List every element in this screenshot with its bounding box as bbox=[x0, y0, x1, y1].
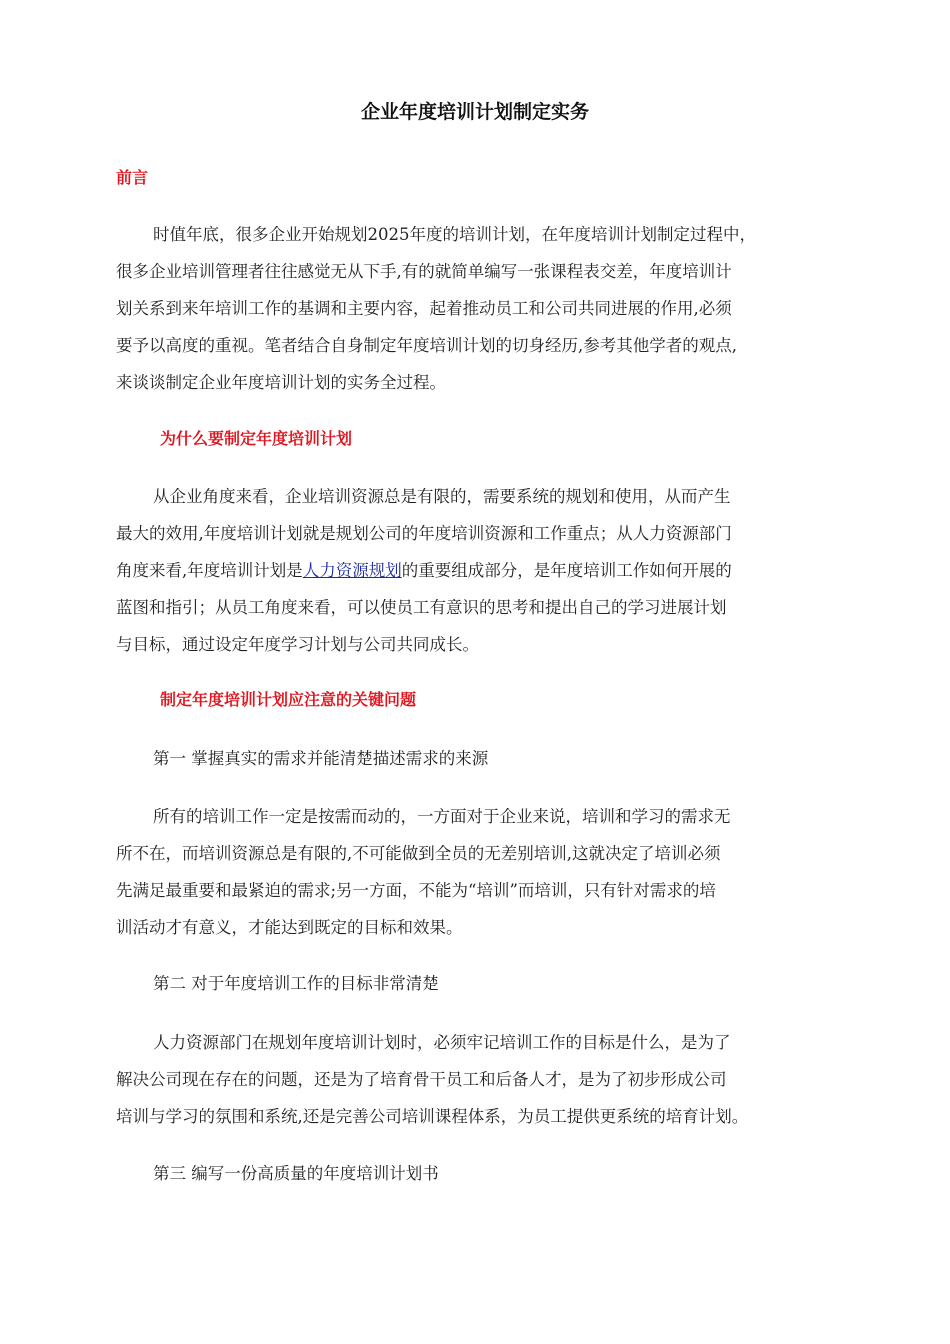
paragraph-line: 很多企业培训管理者往往感觉无从下手,有的就简单编写一张课程表交差，年度培训计 bbox=[116, 262, 732, 281]
why-heading: 为什么要制定年度培训计划 bbox=[160, 429, 353, 448]
first-point-paragraph bbox=[116, 798, 846, 946]
paragraph-line: 所有的培训工作一定是按需而动的，一方面对于企业来说，培训和学习的需求无 bbox=[153, 807, 731, 826]
hr-planning-link[interactable]: 人力资源规划 bbox=[302, 561, 402, 580]
paragraph-line: 所不在，而培训资源总是有限的,不可能做到全员的无差别培训,这就决定了培训必须 bbox=[116, 844, 721, 863]
paragraph-line: 从企业角度来看，企业培训资源总是有限的，需要系统的规划和使用，从而产生 bbox=[153, 487, 731, 506]
paragraph-line: 蓝图和指引；从员工角度来看，可以使员工有意识的思考和提出自己的学习进展计划 bbox=[116, 598, 727, 617]
why-paragraph bbox=[116, 478, 846, 663]
document-title: 企业年度培训计划制定实务 bbox=[360, 101, 589, 123]
preface-heading: 前言 bbox=[116, 168, 149, 187]
paragraph-text: 角度来看,年度培训计划是 bbox=[116, 561, 303, 580]
paragraph-line: 划关系到来年培训工作的基调和主要内容，起着推动员工和公司共同进展的作用,必须 bbox=[116, 299, 732, 318]
third-point-title: 第三 编写一份高质量的年度培训计划书 bbox=[153, 1164, 439, 1183]
paragraph-line: 与目标，通过设定年度学习计划与公司共同成长。 bbox=[116, 635, 479, 654]
second-point-paragraph bbox=[116, 1024, 846, 1135]
paragraph-line: 训活动才有意义，才能达到既定的目标和效果。 bbox=[116, 918, 463, 937]
second-point-title: 第二 对于年度培训工作的目标非常清楚 bbox=[153, 974, 439, 993]
preface-paragraph bbox=[116, 216, 846, 401]
key-issues-heading: 制定年度培训计划应注意的关键问题 bbox=[160, 690, 417, 709]
paragraph-line: 来谈谈制定企业年度培训计划的实务全过程。 bbox=[116, 373, 446, 392]
paragraph-line: 时值年底，很多企业开始规划2025年度的培训计划，在年度培训计划制定过程中， bbox=[153, 225, 756, 244]
paragraph-line: 解决公司现在存在的问题，还是为了培育骨干员工和后备人才，是为了初步形成公司 bbox=[116, 1070, 727, 1089]
paragraph-text: 的重要组成部分，是年度培训工作如何开展的 bbox=[401, 561, 732, 580]
paragraph-line: 要予以高度的重视。笔者结合自身制定年度培训计划的切身经历,参考其他学者的观点, bbox=[116, 336, 737, 355]
first-point-title: 第一 掌握真实的需求并能清楚描述需求的来源 bbox=[153, 749, 489, 768]
paragraph-line: 最大的效用,年度培训计划就是规划公司的年度培训资源和工作重点；从人力资源部门 bbox=[116, 524, 732, 543]
paragraph-line bbox=[116, 552, 846, 589]
paragraph-line: 人力资源部门在规划年度培训计划时，必须牢记培训工作的目标是什么，是为了 bbox=[153, 1033, 731, 1052]
paragraph-line: 先满足最重要和最紧迫的需求;另一方面，不能为“培训”而培训，只有针对需求的培 bbox=[116, 881, 716, 900]
paragraph-line: 培训与学习的氛围和系统,还是完善公司培训课程体系，为员工提供更系统的培育计划。 bbox=[116, 1107, 749, 1126]
